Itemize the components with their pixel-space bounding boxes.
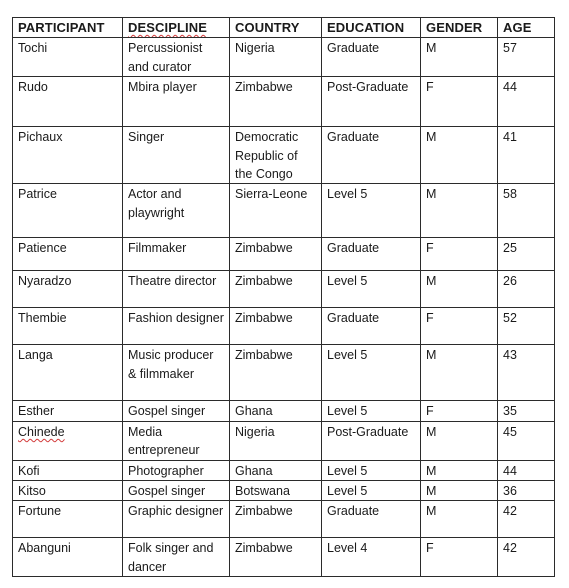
- cell-age: 42: [498, 501, 555, 538]
- cell-country: Botswana: [230, 481, 322, 501]
- cell-discipline: Gospel singer: [123, 401, 230, 421]
- header-discipline: [123, 18, 230, 38]
- cell-country: Ghana: [230, 401, 322, 421]
- header-gender: GENDER: [421, 18, 498, 38]
- table-row: [13, 77, 555, 127]
- cell-gender: M: [421, 460, 498, 480]
- cell-participant: Pichaux: [13, 127, 123, 184]
- cell-country: Sierra-Leone: [230, 184, 322, 238]
- cell-country: Nigeria: [230, 38, 322, 77]
- cell-discipline: Singer: [123, 127, 230, 184]
- cell-country: Zimbabwe: [230, 308, 322, 345]
- table-row: [13, 271, 555, 308]
- header-country: COUNTRY: [230, 18, 322, 38]
- table-row: [13, 238, 555, 271]
- cell-discipline: Graphic designer: [123, 501, 230, 538]
- cell-gender: F: [421, 77, 498, 127]
- cell-participant-name: Chinede: [18, 424, 65, 439]
- header-education: EDUCATION: [322, 18, 421, 38]
- table-row: [13, 421, 555, 460]
- cell-discipline: Fashion designer: [123, 308, 230, 345]
- table-row: [13, 308, 555, 345]
- cell-participant: Tochi: [13, 38, 123, 77]
- cell-discipline: Media entrepreneur: [123, 421, 230, 460]
- cell-age: 42: [498, 538, 555, 577]
- cell-gender: M: [421, 421, 498, 460]
- cell-country: Democratic Republic of the Congo: [230, 127, 322, 184]
- header-discipline-label: DESCIPLINE: [128, 20, 208, 35]
- cell-discipline: Mbira player: [123, 77, 230, 127]
- cell-gender: F: [421, 401, 498, 421]
- cell-country: Zimbabwe: [230, 538, 322, 577]
- cell-age: 57: [498, 38, 555, 77]
- cell-gender: M: [421, 184, 498, 238]
- table-row: [13, 38, 555, 77]
- participants-table: [12, 17, 555, 577]
- table-row: [13, 501, 555, 538]
- cell-discipline: Music producer & filmmaker: [123, 345, 230, 401]
- cell-education: Level 5: [322, 345, 421, 401]
- cell-age: 25: [498, 238, 555, 271]
- cell-participant: Nyaradzo: [13, 271, 123, 308]
- table-header-row: [13, 18, 555, 38]
- table-row: [13, 127, 555, 184]
- cell-participant: Patience: [13, 238, 123, 271]
- cell-age: 36: [498, 481, 555, 501]
- cell-country: Nigeria: [230, 421, 322, 460]
- table-row: [13, 538, 555, 577]
- cell-education: Level 5: [322, 271, 421, 308]
- cell-age: 44: [498, 460, 555, 480]
- cell-education: Level 4: [322, 538, 421, 577]
- cell-discipline: Gospel singer: [123, 481, 230, 501]
- cell-education: Post-Graduate: [322, 421, 421, 460]
- cell-gender: M: [421, 481, 498, 501]
- cell-gender: M: [421, 501, 498, 538]
- cell-age: 35: [498, 401, 555, 421]
- cell-participant: Thembie: [13, 308, 123, 345]
- cell-education: Level 5: [322, 481, 421, 501]
- cell-age: 43: [498, 345, 555, 401]
- cell-country: Zimbabwe: [230, 238, 322, 271]
- cell-participant: Esther: [13, 401, 123, 421]
- cell-participant: Kofi: [13, 460, 123, 480]
- cell-country: Zimbabwe: [230, 271, 322, 308]
- cell-education: Level 5: [322, 184, 421, 238]
- cell-participant: Kitso: [13, 481, 123, 501]
- cell-discipline: Actor and playwright: [123, 184, 230, 238]
- cell-education: Graduate: [322, 501, 421, 538]
- cell-discipline: Photographer: [123, 460, 230, 480]
- cell-age: 45: [498, 421, 555, 460]
- cell-education: Level 5: [322, 460, 421, 480]
- cell-gender: M: [421, 345, 498, 401]
- cell-gender: M: [421, 271, 498, 308]
- cell-country: Zimbabwe: [230, 77, 322, 127]
- cell-country: Ghana: [230, 460, 322, 480]
- cell-country: Zimbabwe: [230, 345, 322, 401]
- cell-discipline: Theatre director: [123, 271, 230, 308]
- cell-age: 52: [498, 308, 555, 345]
- cell-education: Graduate: [322, 127, 421, 184]
- cell-country: Zimbabwe: [230, 501, 322, 538]
- cell-education: Post-Graduate: [322, 77, 421, 127]
- table-row: [13, 345, 555, 401]
- cell-gender: M: [421, 38, 498, 77]
- cell-age: 26: [498, 271, 555, 308]
- cell-gender: F: [421, 308, 498, 345]
- cell-age: 58: [498, 184, 555, 238]
- cell-education: Graduate: [322, 38, 421, 77]
- cell-age: 44: [498, 77, 555, 127]
- header-age: AGE: [498, 18, 555, 38]
- cell-discipline: Folk singer and dancer: [123, 538, 230, 577]
- table-row: [13, 401, 555, 421]
- cell-participant: Rudo: [13, 77, 123, 127]
- table-row: [13, 481, 555, 501]
- cell-participant: Patrice: [13, 184, 123, 238]
- cell-education: Level 5: [322, 401, 421, 421]
- cell-education: Graduate: [322, 238, 421, 271]
- header-participant: PARTICIPANT: [13, 18, 123, 38]
- cell-participant: Langa: [13, 345, 123, 401]
- table-row: [13, 460, 555, 480]
- cell-discipline: Percussionist and curator: [123, 38, 230, 77]
- cell-participant: Fortune: [13, 501, 123, 538]
- cell-education: Graduate: [322, 308, 421, 345]
- cell-discipline: Filmmaker: [123, 238, 230, 271]
- cell-participant: [13, 421, 123, 460]
- table-row: [13, 184, 555, 238]
- cell-gender: F: [421, 238, 498, 271]
- cell-gender: M: [421, 127, 498, 184]
- cell-age: 41: [498, 127, 555, 184]
- cell-gender: F: [421, 538, 498, 577]
- cell-participant: Abanguni: [13, 538, 123, 577]
